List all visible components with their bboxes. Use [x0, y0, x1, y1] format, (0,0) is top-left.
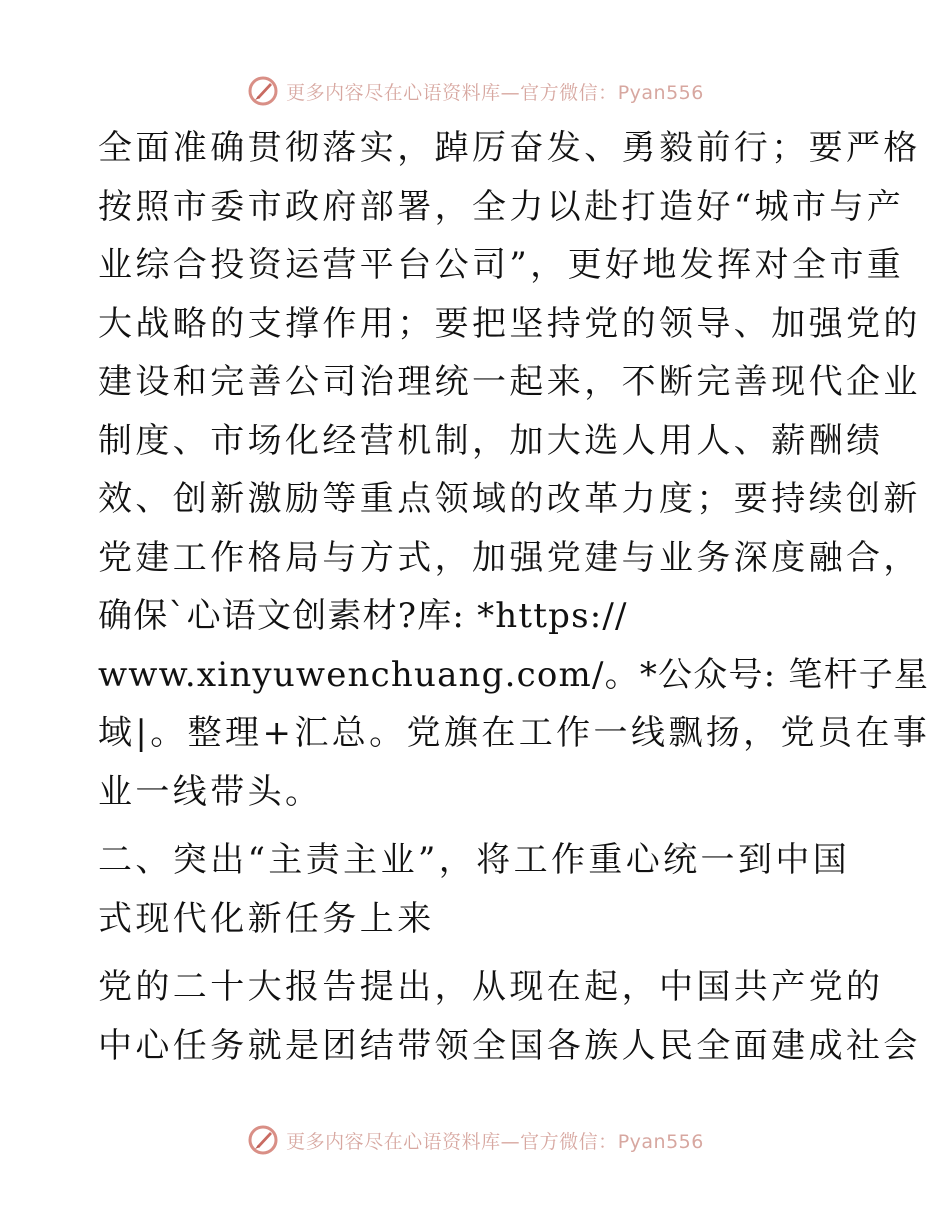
footer-watermark — [0, 1120, 950, 1160]
body-line: 大战略的支撑作用；要把坚持党的领导、加强党的 — [98, 303, 921, 344]
body-line: 建设和完善公司治理统一起来，不断完善现代企业 — [98, 362, 921, 402]
body-line: 域|。整理+汇总。党旗在工作一线飘扬，党员在事 — [98, 713, 931, 753]
watermark-text: 更多内容尽在心语资料库—官方微信：Pyan556 — [286, 1130, 704, 1153]
header-watermark — [0, 71, 950, 111]
body-line: 确保`心语文创素材?库: *https:// — [98, 596, 628, 636]
section-heading-line: 式现代化新任务上来 — [98, 898, 435, 939]
paragraph-line: 中心任务就是团结带领全国各族人民全面建成社会 — [98, 1025, 921, 1066]
body-line: 效、创新激励等重点领域的改革力度；要持续创新 — [98, 479, 921, 519]
body-line: 党建工作格局与方式，加强党建与业务深度融合， — [98, 537, 921, 578]
body-line: 按照市委市政府部署，全力以赴打造好“城市与产 — [98, 186, 905, 227]
quill-seal-icon — [246, 74, 280, 108]
body-line: 全面准确贯彻落实，踔厉奋发、勇毅前行；要严格 — [98, 128, 921, 168]
document-body — [98, 119, 931, 1075]
section-heading-line: 二、突出“主责主业”，将工作重心统一到中国 — [98, 840, 851, 880]
body-line: 业一线带头。 — [98, 771, 323, 812]
watermark-text: 更多内容尽在心语资料库—官方微信：Pyan556 — [286, 81, 704, 104]
quill-seal-icon — [246, 1123, 280, 1157]
paragraph-line: 党的二十大报告提出，从现在起，中国共产党的 — [98, 967, 884, 1007]
body-line: 制度、市场化经营机制，加大选人用人、薪酬绩 — [98, 420, 884, 461]
body-line: 业综合投资运营平台公司”，更好地发挥对全市重 — [98, 245, 905, 285]
body-line: www.xinyuwenchuang.com/。*公众号: 笔杆子星 — [98, 654, 930, 695]
